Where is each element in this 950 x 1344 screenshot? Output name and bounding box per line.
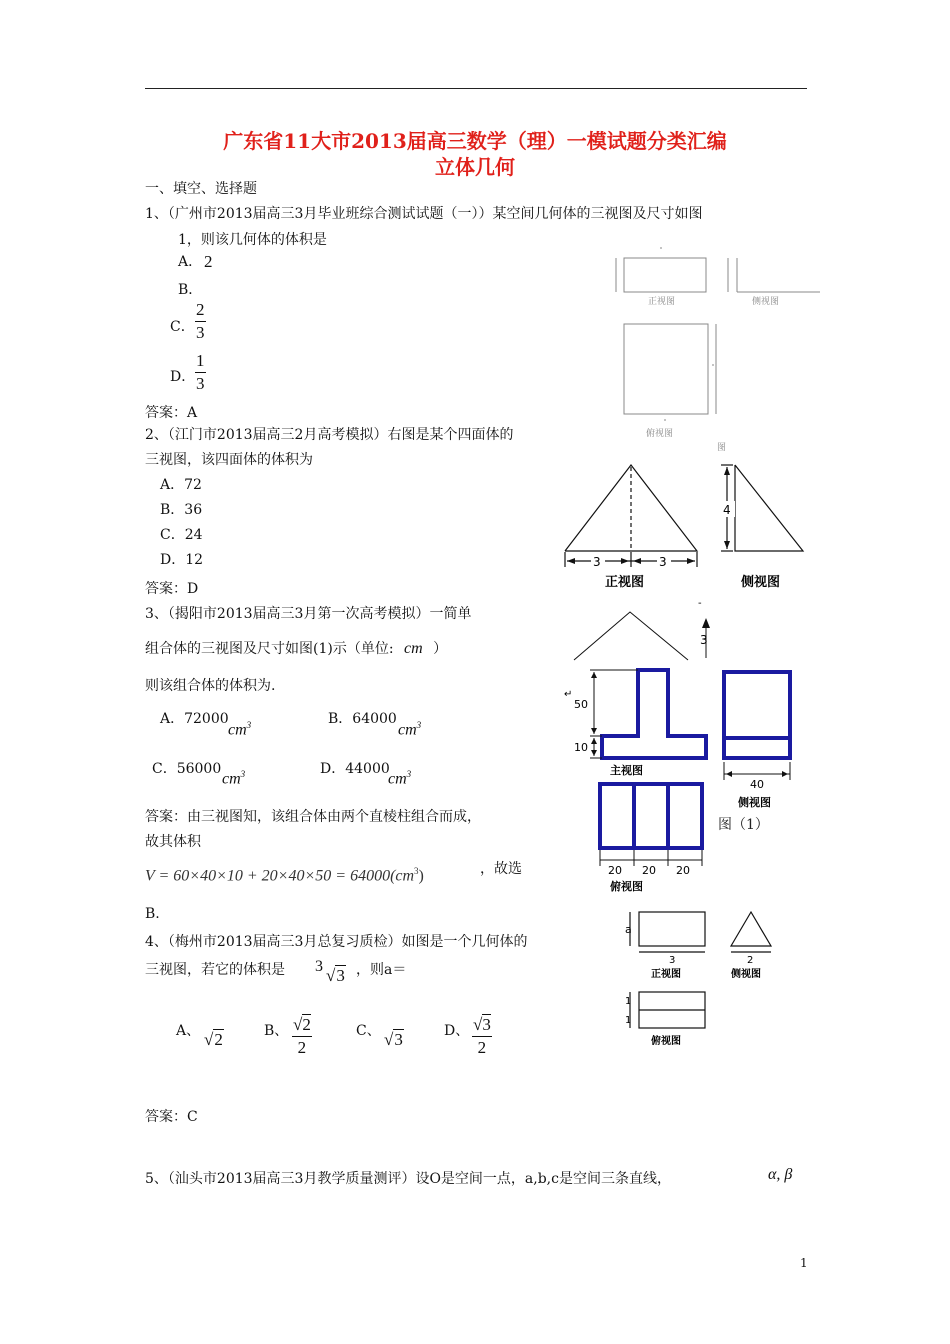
q3-dim-40: 40 xyxy=(750,778,764,791)
q4-option-a-radicand: 2 xyxy=(214,1030,223,1049)
q1-option-a: A． xyxy=(178,254,203,270)
q4-option-d-fraction xyxy=(472,1014,492,1059)
q3-option-c-unit-exp: 3 xyxy=(240,769,246,779)
q3-dim-20-right: 20 xyxy=(676,864,690,877)
q4-three-view-figure xyxy=(615,900,785,1055)
q1-option-b: B． xyxy=(178,282,203,298)
q3-volume-formula xyxy=(145,866,424,885)
q4-option-d-numerator: √3 xyxy=(472,1014,492,1037)
q4-option-d-radicand: 3 xyxy=(482,1015,491,1034)
q1-answer: 答案：A xyxy=(145,405,198,421)
q3-option-c-unit xyxy=(222,769,245,788)
q3-unit-cm: cm xyxy=(404,640,423,657)
q3-dim-20-left: 20 xyxy=(608,864,622,877)
q4-option-b-fraction xyxy=(292,1014,312,1059)
q4-option-c: C、 xyxy=(356,1023,381,1039)
q1-option-c: C． xyxy=(170,319,195,335)
q3-stem-line1: 3、（揭阳市2013届高三3月第一次高考模拟）一简单 xyxy=(145,606,472,622)
q4-front-view-label: 正视图 xyxy=(651,969,681,980)
page-title: 广东省11大市2013届高三数学（理）一模试题分类汇编 xyxy=(223,129,727,153)
q1-top-view-rect xyxy=(624,324,708,414)
page-subtitle: 立体几何 xyxy=(435,155,515,179)
q1-three-view-figure xyxy=(600,240,830,455)
q4-option-b-denominator: 2 xyxy=(297,1038,307,1057)
q1-option-d-denominator: 3 xyxy=(196,374,205,393)
q3-dim-50: 50 xyxy=(574,698,588,711)
q4-dim-1-bottom: 1 xyxy=(625,1015,632,1026)
q3-side-view-rect xyxy=(724,672,790,758)
q3-dim-20-middle: 20 xyxy=(642,864,656,877)
q3-option-c: C．56000 xyxy=(152,761,222,777)
q4-stem-line1: 4、（梅州市2013届高三3月总复习质检）如图是一个几何体的 xyxy=(145,934,528,950)
q1-option-d: D． xyxy=(170,369,196,385)
q4-dim-3: 3 xyxy=(669,955,676,966)
q2-option-c: C．24 xyxy=(160,527,203,543)
q4-stem-line2-end: ，则a＝ xyxy=(356,962,407,978)
section-heading: 一、填空、选择题 xyxy=(145,181,257,197)
q1-top-view-label: 俯视图 xyxy=(646,429,674,439)
q1-option-a-value: 2 xyxy=(204,252,213,271)
q3-option-a: A．72000 xyxy=(160,711,229,727)
q4-stem-line2-text: 三视图，若它的体积是 xyxy=(145,962,285,978)
q3-top-view-label: 俯视图 xyxy=(610,880,643,893)
svg-text:-: - xyxy=(698,598,702,609)
q1-figure-caption: 图 xyxy=(717,443,727,453)
q4-option-c-radicand: 3 xyxy=(394,1030,403,1049)
q1-option-c-denominator: 3 xyxy=(196,323,205,342)
q2-option-a: A．72 xyxy=(160,477,202,493)
header-rule xyxy=(145,88,807,89)
q3-option-b-unit-cm: cm xyxy=(398,721,417,739)
q4-answer: 答案：C xyxy=(145,1109,198,1125)
q3-stem-line3: 则该组合体的体积为. xyxy=(145,678,276,694)
q3-formula-close: ) xyxy=(418,867,424,885)
q1-option-d-numerator: 1 xyxy=(195,350,206,373)
q4-option-c-sqrt: √3 xyxy=(384,1030,403,1049)
svg-text:↵: ↵ xyxy=(564,689,573,700)
q3-front-view-t-shape xyxy=(602,670,706,758)
q4-front-view-rect xyxy=(639,912,705,946)
q2-option-b: B．36 xyxy=(160,502,203,518)
q3-stem-line2-end: ） xyxy=(433,641,448,657)
q2-dim-3-top: 3 xyxy=(700,633,708,647)
q4-option-d: D、 xyxy=(444,1023,470,1039)
q2-stem-line1: 2、（江门市2013届高三2月高考模拟）右图是某个四面体的 xyxy=(145,427,514,443)
q2-answer: 答案：D xyxy=(145,581,199,597)
q1-option-d-fraction xyxy=(195,350,206,395)
q4-volume-coefficient: 3 xyxy=(315,958,323,975)
q4-dim-1-top: 1 xyxy=(625,996,632,1007)
q3-figure-caption: 图（1） xyxy=(718,817,769,833)
q1-front-view-label: 正视图 xyxy=(648,297,676,307)
q3-option-d: D．44000 xyxy=(320,761,390,777)
q4-side-view-triangle xyxy=(731,912,771,946)
q2-dim-3-left: 3 xyxy=(593,555,601,569)
q2-side-view-triangle xyxy=(735,465,803,551)
q4-side-view-label: 侧视图 xyxy=(731,969,761,980)
q4-option-b: B、 xyxy=(264,1023,289,1039)
q3-option-b-unit xyxy=(398,720,421,739)
q3-option-c-unit-cm: cm xyxy=(222,770,241,788)
q3-option-a-unit xyxy=(228,720,251,739)
q2-stem-line2: 三视图，该四面体的体积为 xyxy=(145,452,313,468)
q4-dim-2: 2 xyxy=(747,955,754,966)
q4-option-b-numerator: √2 xyxy=(292,1014,312,1037)
q1-stem-line1: 1、（广州市2013届高三3月毕业班综合测试试题（一））某空间几何体的三视图及尺寸如图 xyxy=(145,206,703,222)
q2-side-view-label: 侧视图 xyxy=(741,575,781,590)
q3-option-a-unit-exp: 3 xyxy=(246,720,252,730)
q2-front-view-label: 正视图 xyxy=(605,575,645,590)
q1-option-c-fraction xyxy=(195,299,206,344)
q4-dim-a: a xyxy=(625,923,632,936)
q3-answer-line2: 故其体积 xyxy=(145,834,201,850)
q1-front-view-rect xyxy=(624,258,706,292)
q4-option-a-sqrt: √2 xyxy=(204,1030,223,1049)
q3-option-b: B．64000 xyxy=(328,711,397,727)
q2-dim-4: 4 xyxy=(723,503,731,517)
q3-answer-line3: ，故选 xyxy=(480,861,522,877)
q3-three-view-figure xyxy=(560,598,820,893)
q4-volume-sqrt: √3 xyxy=(326,966,345,985)
q3-answer-line4: B. xyxy=(145,906,160,922)
q3-front-view-label: 主视图 xyxy=(610,764,643,777)
page-number: 1 xyxy=(800,1256,808,1270)
q3-option-a-unit-cm: cm xyxy=(228,721,247,739)
q3-option-d-unit-cm: cm xyxy=(388,770,407,788)
q3-option-d-unit-exp: 3 xyxy=(406,769,412,779)
q1-option-c-numerator: 2 xyxy=(195,299,206,322)
q3-side-view-label: 侧视图 xyxy=(738,796,771,809)
q3-answer-line1: 答案：由三视图知，该组合体由两个直棱柱组合而成， xyxy=(145,809,481,825)
q2-option-d: D．12 xyxy=(160,552,204,568)
q2-dim-3-right: 3 xyxy=(659,555,667,569)
q2-top-view-partial xyxy=(574,612,688,660)
q2-three-view-figure xyxy=(555,455,815,595)
q3-option-d-unit xyxy=(388,769,411,788)
q4-stem-line2 xyxy=(145,959,285,979)
q3-formula-body: V = 60×40×10 + 20×40×50 = 64000(cm xyxy=(145,867,415,885)
q1-stem-line2: 1，则该几何体的体积是 xyxy=(178,232,327,248)
q4-top-view-label: 俯视图 xyxy=(651,1036,681,1047)
q4-option-b-radicand: 2 xyxy=(302,1015,311,1034)
q3-stem-line2 xyxy=(145,638,447,658)
q5-stem-line1: 5、（汕头市2013届高三3月教学质量测评）设O是空间一点，a,b,c是空间三条直线， xyxy=(145,1171,671,1187)
q4-option-a: A、 xyxy=(176,1023,201,1039)
q4-option-d-denominator: 2 xyxy=(477,1038,487,1057)
q3-formula-exp: 3 xyxy=(414,866,419,876)
q5-greek-symbols: α, β xyxy=(768,1166,793,1183)
q3-stem-line2-text: 组合体的三视图及尺寸如图(1)示（单位: xyxy=(145,641,394,657)
q3-option-b-unit-exp: 3 xyxy=(416,720,422,730)
q3-top-view-rect xyxy=(600,784,702,848)
q3-dim-10: 10 xyxy=(574,741,588,754)
q4-volume-radicand: 3 xyxy=(336,966,345,985)
q1-side-view-label: 侧视图 xyxy=(752,297,780,307)
